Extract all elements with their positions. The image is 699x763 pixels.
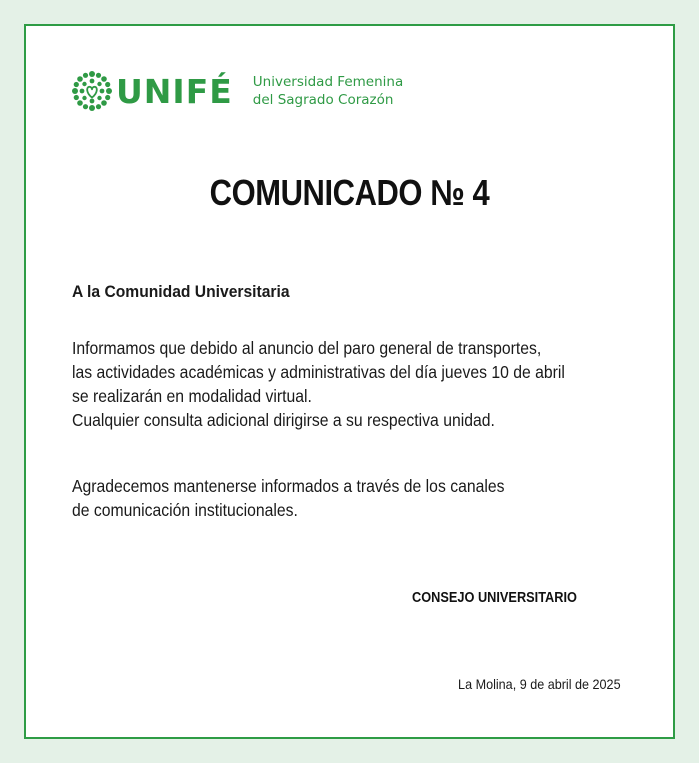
date-line: La Molina, 9 de abril de 2025 — [458, 676, 621, 692]
logo-subtitle — [253, 73, 403, 109]
body-line: Agradecemos mantenerse informados a través de los canales — [72, 476, 505, 496]
body-line: se realizarán en modalidad virtual. — [72, 386, 312, 406]
body-line: Informamos que debido al anuncio del paro general de transportes, — [72, 338, 542, 358]
greeting: A la Comunidad Universitaria — [72, 282, 290, 301]
university-logo — [71, 71, 403, 111]
body-line: las actividades académicas y administrativas del día jueves 10 de abril — [72, 362, 565, 382]
logo-subtitle-line-1: Universidad Femenina — [252, 74, 404, 90]
body-paragraph-2 — [72, 474, 504, 522]
logo-subtitle-line-2: del Sagrado Corazón — [252, 92, 394, 108]
body-paragraph-1 — [72, 336, 565, 432]
logo-wordmark: UNIFÉ — [116, 71, 233, 111]
announcement-title: COMUNICADO № 4 — [209, 172, 490, 213]
announcement-card — [24, 24, 675, 739]
body-line: Cualquier consulta adicional dirigirse a su respectiva unidad. — [72, 410, 495, 430]
body-line: de comunicación institucionales. — [72, 500, 298, 520]
heart-flower-emblem-icon — [71, 70, 113, 112]
signature: CONSEJO UNIVERSITARIO — [412, 590, 577, 606]
